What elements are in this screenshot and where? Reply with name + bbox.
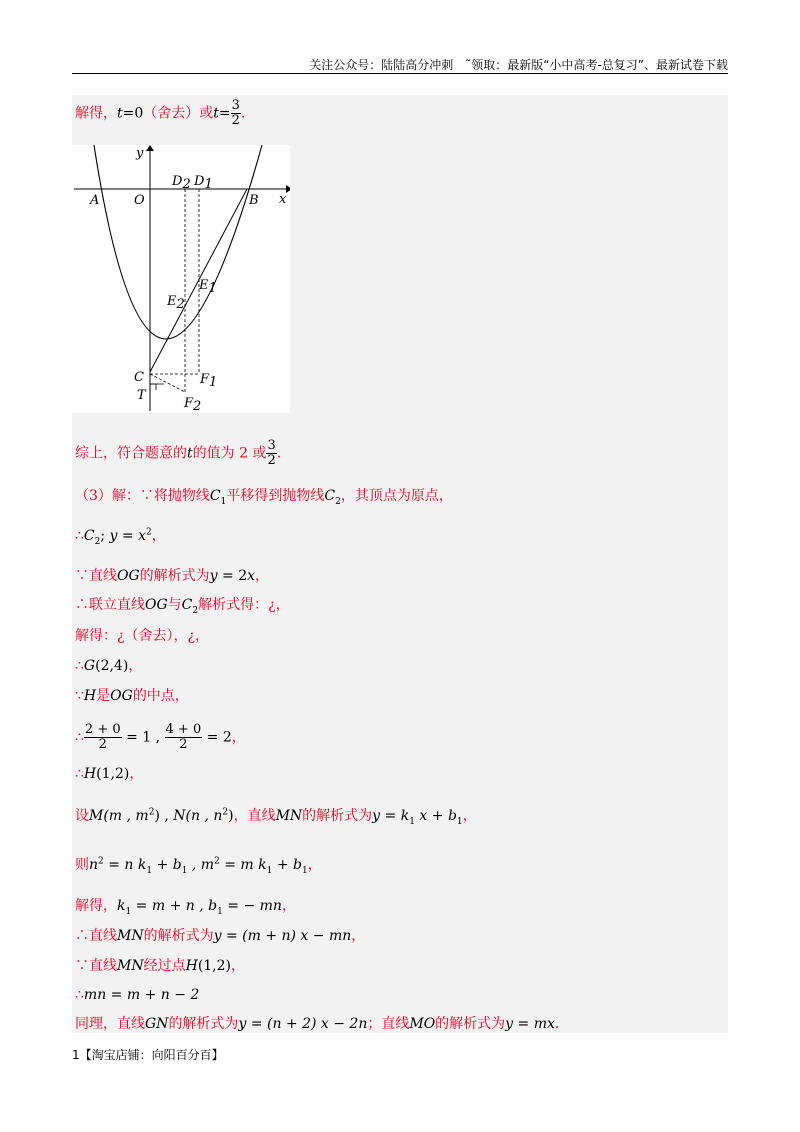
line-mn-through-h: ∵直线MN经过点H(1,2)， [75, 958, 246, 974]
x-axis-arrow [286, 185, 290, 193]
line-gn-mo: 同理，直线GN的解析式为y = (n + 2) x − 2n；直线MO的解析式为y = mx. [75, 1016, 560, 1032]
label-a: A [90, 193, 100, 208]
header-rule [72, 73, 728, 74]
label-e1: E1 [199, 278, 217, 296]
label-c: C [134, 370, 144, 385]
line-point-h: ∴H(1,2)， [75, 766, 144, 782]
line-h-midpoint: ∵H是OG的中点， [75, 688, 189, 704]
parabola-diagram [72, 145, 290, 413]
label-y: y [136, 146, 144, 161]
label-x: x [279, 192, 287, 207]
label-b: B [249, 193, 259, 208]
page-header: 关注公众号：陆陆高分冲刺 ˜领取：最新版“小中高考-总复习”、最新试卷下载 [309, 58, 728, 72]
label-d1: D1 [194, 174, 213, 192]
line-mn-relation: ∴mn = m + n − 2 [75, 987, 200, 1003]
line-system: 则$n^2 = n$ $k_1 + b_1$ , $m^2 = m$ $k_1 + b_1$， [75, 856, 322, 876]
label-t: T [137, 388, 146, 403]
line-k1-b1: 解得，$k_1 = m + n$ , $b_1$ = − mn， [75, 898, 296, 917]
line-combine: ∴联立直线OG与$C_2$解析式得：¿， [75, 597, 290, 616]
line-set-mn: 设M(m , $m^2$) , N(n , $n^2$)，直线MN的解析式为$y = k_1$ $x + b_1$， [75, 807, 477, 827]
line-solve: 解得：¿（舍去），¿， [75, 628, 210, 644]
label-d2: D2 [172, 174, 191, 192]
label-e2: E2 [167, 294, 185, 312]
line-summary: 综上，符合题意的t的值为 2 或 $\frac{3}{2}$ . [75, 438, 282, 468]
line-midpoint-calc: ∴ $\frac{2 + 0}{2}$ = 1 , $\frac{4 + 0}{2}$ = 2， [75, 722, 246, 752]
line-c2-equation: $\therefore C_2$; $y = x^2$， [75, 527, 166, 547]
dashed-c-f2 [150, 374, 185, 392]
label-f1: F1 [200, 372, 218, 390]
page-footer: 1【淘宝店铺：向阳百分百】 [72, 1048, 224, 1062]
parabola-figure [72, 145, 290, 413]
label-f2: F2 [184, 396, 202, 413]
line-part3-intro: （3）解：∵将抛物线$C_1$平移得到抛物线$C_2$，其顶点为原点， [75, 488, 453, 507]
right-angle-marker [150, 384, 156, 390]
line-point-g: ∴G(2,4)， [75, 658, 143, 674]
line-og-equation: ∵直线OG的解析式为y = 2x， [75, 568, 270, 584]
label-o: O [134, 193, 145, 208]
line-t-solution: 解得，t=0（舍去）或t= $\frac{3}{2}$ . [75, 98, 246, 128]
y-axis-arrow [146, 145, 154, 151]
line-mn-equation: ∴直线MN的解析式为y = (m + n) x − mn， [75, 928, 366, 944]
